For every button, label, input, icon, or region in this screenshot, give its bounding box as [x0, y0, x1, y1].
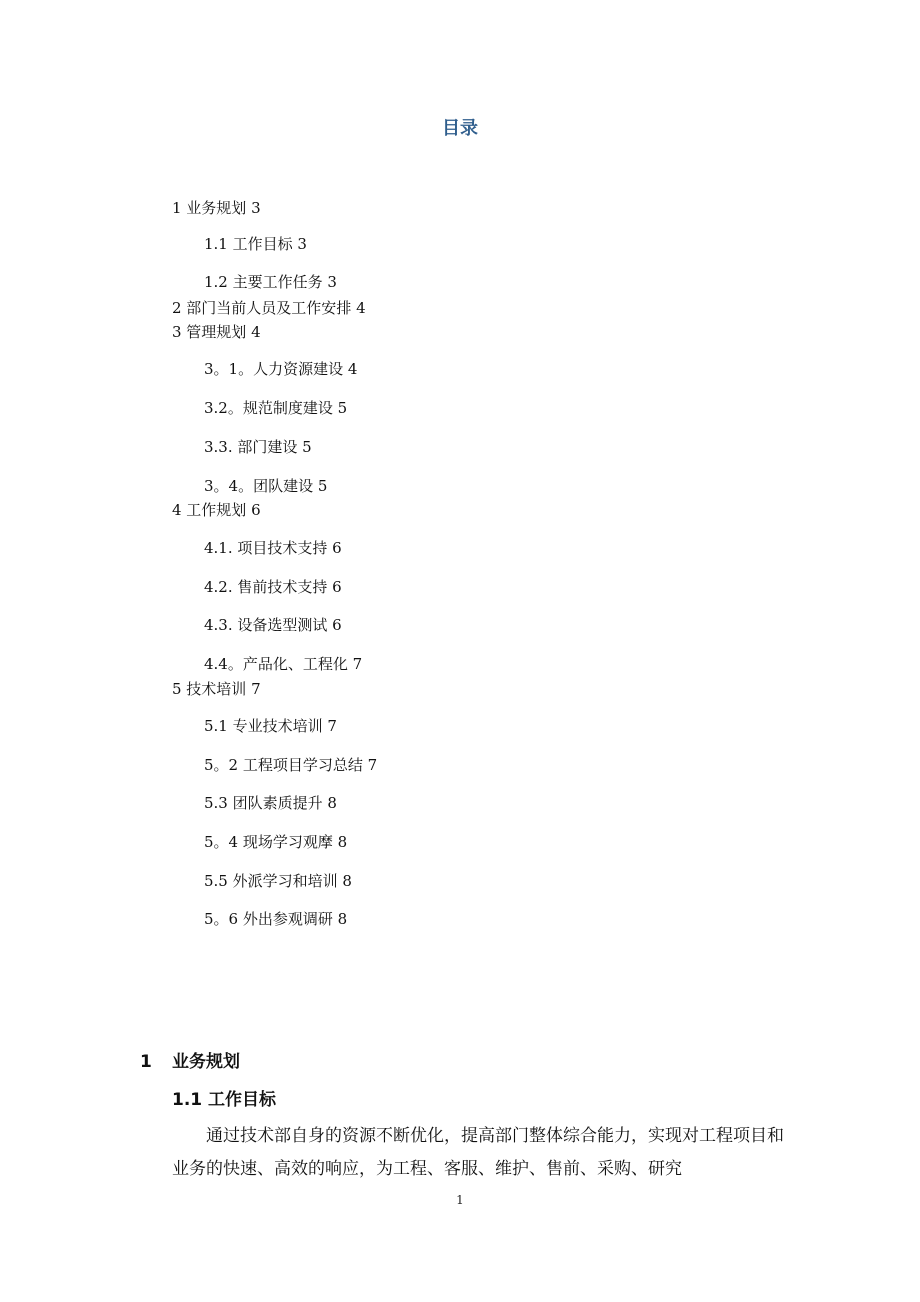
toc-entry-5[interactable]: 5 技术培训 7 — [172, 680, 261, 698]
toc-entry-3-1[interactable]: 3。1。人力资源建设 4 — [204, 360, 358, 378]
toc-entry-5-4[interactable]: 5。4 现场学习观摩 8 — [204, 833, 348, 851]
toc-title: 目录 — [442, 118, 478, 139]
toc-entry-3-2[interactable]: 3.2。规范制度建设 5 — [204, 399, 348, 417]
section-title: 业务规划 — [172, 1052, 240, 1072]
toc-entry-3-3[interactable]: 3.3. 部门建设 5 — [204, 438, 312, 456]
section-number: 1 — [140, 1052, 152, 1072]
toc-entry-2[interactable]: 2 部门当前人员及工作安排 4 — [172, 299, 366, 317]
section-heading-1 — [140, 1047, 240, 1072]
toc-entry-4[interactable]: 4 工作规划 6 — [172, 501, 261, 519]
toc-entry-5-5[interactable]: 5.5 外派学习和培训 8 — [204, 872, 352, 890]
toc-entry-5-1[interactable]: 5.1 专业技术培训 7 — [204, 717, 337, 735]
toc-entry-1-2[interactable]: 1.2 主要工作任务 3 — [204, 273, 337, 291]
toc-entry-1[interactable]: 1 业务规划 3 — [172, 199, 261, 217]
toc-entry-4-4[interactable]: 4.4。产品化、工程化 7 — [204, 655, 363, 673]
subsection-heading-1-1: 1.1 工作目标 — [172, 1090, 277, 1110]
page-number: 1 — [456, 1193, 464, 1207]
toc-entry-1-1[interactable]: 1.1 工作目标 3 — [204, 235, 307, 253]
toc-entry-4-1[interactable]: 4.1. 项目技术支持 6 — [204, 539, 342, 557]
body-paragraph: 通过技术部自身的资源不断优化，提高部门整体综合能力，实现对工程项目和业务的快速、高效的响应，为工程、客服、维护、售前、采购、研究 — [172, 1126, 784, 1179]
toc-entry-5-2[interactable]: 5。2 工程项目学习总结 7 — [204, 756, 378, 774]
toc-entry-5-6[interactable]: 5。6 外出参观调研 8 — [204, 910, 348, 928]
toc-entry-5-3[interactable]: 5.3 团队素质提升 8 — [204, 794, 337, 812]
toc-entry-3-4[interactable]: 3。4。团队建设 5 — [204, 477, 328, 495]
toc-entry-4-2[interactable]: 4.2. 售前技术支持 6 — [204, 578, 342, 596]
toc-entry-4-3[interactable]: 4.3. 设备选型测试 6 — [204, 616, 342, 634]
toc-entry-3[interactable]: 3 管理规划 4 — [172, 323, 261, 341]
